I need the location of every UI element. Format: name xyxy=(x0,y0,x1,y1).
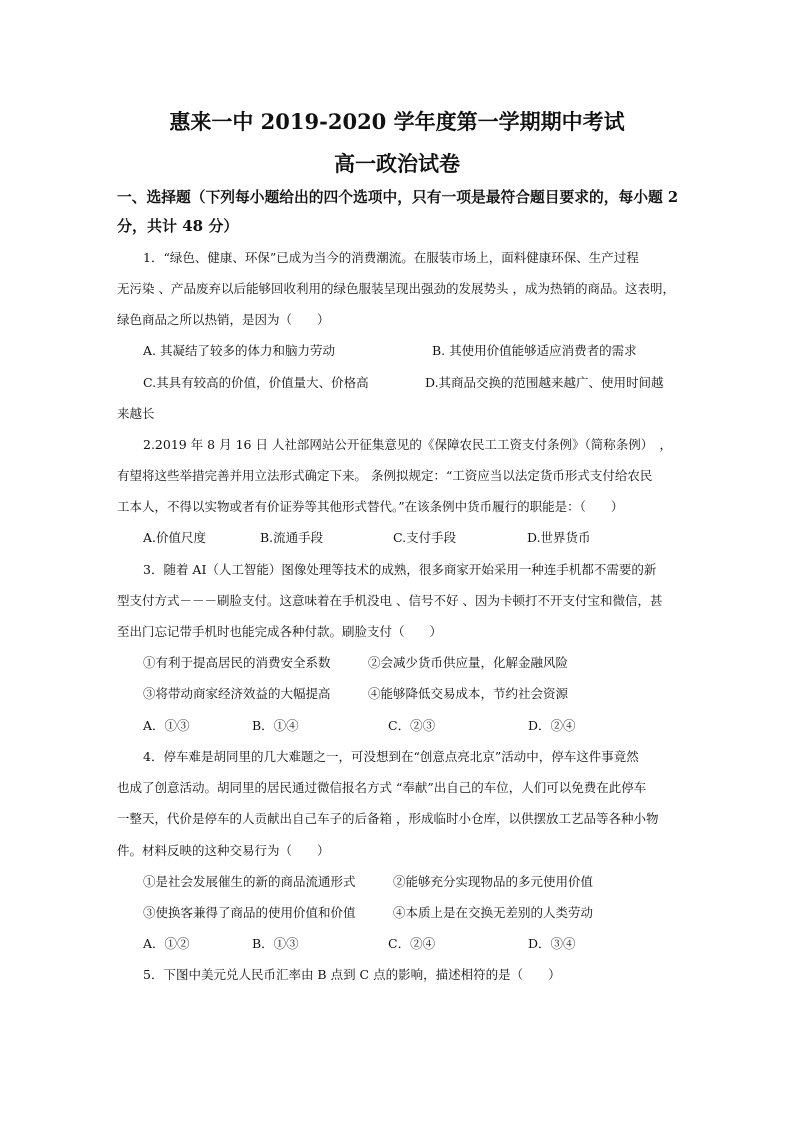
exam-subtitle: 高一政治试卷 xyxy=(334,151,460,176)
q4-item-2: ②能够充分实现物品的多元使用价值 xyxy=(393,874,594,889)
q4-option-d: D．③④ xyxy=(528,936,576,951)
q2-stem: 2.2019 年 8 月 16 日 人社部网站公开征集意见的《保障农民工工资支付条例》（简称条例） ， xyxy=(143,437,672,452)
q4-stem: 也成了创意活动。胡同里的居民通过微信报名方式 “奉献”出自己的车位，人们可以免费在此停车 xyxy=(117,780,647,795)
q4-option-b: B．①③ xyxy=(252,936,299,951)
q2-option-b: B.流通手段 xyxy=(260,530,324,545)
q3-item-4: ④能够降低交易成本，节约社会资源 xyxy=(368,686,569,701)
q4-option-a: A．①② xyxy=(143,936,190,951)
q4-item-3: ③使换客兼得了商品的使用价值和价值 xyxy=(143,905,356,920)
q4-stem: 4．停车难是胡同里的几大难题之一，可没想到在“创意点亮北京”活动中，停车这件事竟然 xyxy=(143,749,639,764)
q3-option-b: B．①④ xyxy=(252,718,299,733)
q4-item-1: ①是社会发展催生的新的商品流通形式 xyxy=(143,874,356,889)
q5-stem: 5．下图中美元兑人民币汇率由 B 点到 C 点的影响，描述相符的是（ ） xyxy=(143,967,561,982)
q2-option-c: C.支付手段 xyxy=(393,530,457,545)
q1-option-a: A. 其凝结了较多的体力和脑力劳动 xyxy=(143,343,335,358)
q1-option-d-cont: 来越长 xyxy=(117,406,155,421)
q4-option-c: C．②④ xyxy=(388,936,436,951)
q2-option-d: D.世界货币 xyxy=(527,530,591,545)
q3-item-2: ②会减少货币供应量，化解金融风险 xyxy=(368,655,569,670)
q1-option-d: D.其商品交换的范围越来越广、使用时间越 xyxy=(425,375,664,390)
q1-stem: 无污染 、产品废弃以后能够回收利用的绿色服装呈现出强劲的发展势头 ，成为热销的商品。这表明， xyxy=(117,281,675,296)
exam-title: 惠来一中 2019-2020 学年度第一学期期中考试 xyxy=(169,109,625,134)
q3-stem: 型支付方式－－－刷脸支付。这意味着在手机没电 、信号不好 、因为卡顿打不开支付宝和微信，甚 xyxy=(117,593,663,608)
q3-option-a: A．①③ xyxy=(143,718,190,733)
q3-stem: 至出门忘记带手机时也能完成各种付款。刷脸支付（ ） xyxy=(117,624,443,639)
q2-option-a: A.价值尺度 xyxy=(143,530,207,545)
q1-stem: 1．“绿色、健康、环保”已成为当今的消费潮流。在服装市场上，面料健康环保、生产过程 xyxy=(143,250,639,265)
q1-option-b: B. 其使用价值能够适应消费者的需求 xyxy=(432,343,637,358)
q4-stem: 一整天，代价是停车的人贡献出自己车子的后备箱 ，形成临时小仓库，以供摆放工艺品等各种小物 xyxy=(117,811,659,826)
q1-stem: 绿色商品之所以热销，是因为（ ） xyxy=(117,312,330,327)
section-heading: 一、选择题（下列每小题给出的四个选项中，只有一项是最符合题目要求的，每小题 2 xyxy=(117,189,679,206)
section-heading-cont: 分，共计 48 分） xyxy=(117,217,239,235)
q3-option-d: D．②④ xyxy=(528,718,576,733)
q3-item-1: ①有利于提高居民的消费安全系数 xyxy=(143,655,331,670)
q3-stem: 3．随着 AI（人工智能）图像处理等技术的成熟，很多商家开始采用一种连手机都不需要的新 xyxy=(143,562,657,577)
q3-item-3: ③将带动商家经济效益的大幅提高 xyxy=(143,686,331,701)
q2-stem: 有望将这些举措完善并用立法形式确定下来。 条例拟规定：“工资应当以法定货币形式支付给农民 xyxy=(117,468,653,483)
q1-option-c: C.其具有较高的价值，价值量大、价格高 xyxy=(143,375,369,390)
q3-option-c: C．②③ xyxy=(388,718,436,733)
q4-stem: 件。材料反映的这种交易行为（ ） xyxy=(117,843,330,858)
q2-stem: 工本人，不得以实物或者有价证券等其他形式替代。”在该条例中货币履行的职能是：（ ） xyxy=(117,499,624,514)
q4-item-4: ④本质上是在交换无差别的人类劳动 xyxy=(393,905,594,920)
